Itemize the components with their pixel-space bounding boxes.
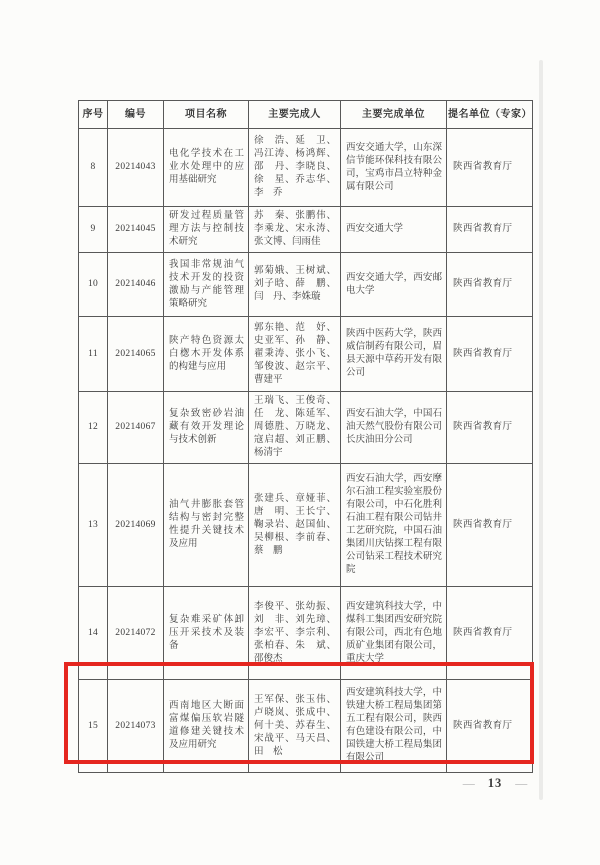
page-number-left-dash: — xyxy=(462,776,475,790)
table-row xyxy=(79,129,533,207)
main-contributors: 苏 秦、张鹏伟、李乘龙、宋永涛、张文博、闫雨佳 xyxy=(249,207,341,253)
header-seq: 序号 xyxy=(79,101,108,129)
project-name: 研发过程质量管理方法与控制技术研究 xyxy=(164,207,249,253)
header-project-name: 项目名称 xyxy=(164,101,249,129)
main-units: 西安建筑科技大学，中煤科工集团西安研究院有限公司，西北有色地质矿业集团有限公司，重庆大学 xyxy=(341,587,447,680)
nominating-unit: 陕西省教育厅 xyxy=(447,207,533,253)
row-code: 20214046 xyxy=(108,253,164,317)
row-code: 20214045 xyxy=(108,207,164,253)
award-project-table xyxy=(78,100,533,773)
header-code: 编号 xyxy=(108,101,164,129)
main-contributors: 张建兵、章娅菲、唐 明、王长宁、鞠录岩、赵国仙、吴柳根、李前春、蔡 鹏 xyxy=(249,464,341,587)
page-number-right-dash: — xyxy=(515,776,528,790)
main-units: 西安交通大学，山东深信节能环保科技有限公司，宝鸡市昌立特种金属有限公司 xyxy=(341,129,447,207)
nominating-unit: 陕西省教育厅 xyxy=(447,253,533,317)
main-units: 西安交通大学 xyxy=(341,207,447,253)
page-number xyxy=(445,776,545,791)
header-main-contributors: 主要完成人 xyxy=(249,101,341,129)
nominating-unit: 陕西省教育厅 xyxy=(447,392,533,464)
project-name: 油气井膨胀套管结构与密封完整性提升关键技术及应用 xyxy=(164,464,249,587)
row-code: 20214073 xyxy=(108,680,164,773)
nominating-unit: 陕西省教育厅 xyxy=(447,317,533,392)
header-main-units: 主要完成单位 xyxy=(341,101,447,129)
nominating-unit: 陕西省教育厅 xyxy=(447,129,533,207)
table-row xyxy=(79,253,533,317)
nominating-unit: 陕西省教育厅 xyxy=(447,464,533,587)
table-header-row xyxy=(79,101,533,129)
row-seq: 12 xyxy=(79,392,108,464)
nominating-unit: 陕西省教育厅 xyxy=(447,587,533,680)
nominating-unit: 陕西省教育厅 xyxy=(447,680,533,773)
project-name: 复杂难采矿体卸压开采技术及装备 xyxy=(164,587,249,680)
row-code: 20214065 xyxy=(108,317,164,392)
row-seq: 14 xyxy=(79,587,108,680)
main-units: 西安石油大学，西安摩尔石油工程实验室股份有限公司，中石化胜利石油工程有限公司钻井工艺研究院，中国石油集团川庆钻探工程有限公司钻采工程技术研究院 xyxy=(341,464,447,587)
table-row xyxy=(79,464,533,587)
scan-edge-shadow xyxy=(539,60,543,800)
project-name: 我国非常规油气技术开发的投资激励与产能管理策略研究 xyxy=(164,253,249,317)
page-number-value: 13 xyxy=(487,776,503,790)
main-contributors: 王军保、张玉伟、卢晓岚、张成中、何十美、苏春生、宋战平、马天昌、田 松 xyxy=(249,680,341,773)
main-units: 西安石油大学，中国石油天然气股份有限公司长庆油田分公司 xyxy=(341,392,447,464)
row-seq: 10 xyxy=(79,253,108,317)
main-units: 西安建筑科技大学，中铁建大桥工程局集团第五工程有限公司，陕西有色建设有限公司，中国铁建大桥工程局集团有限公司 xyxy=(341,680,447,773)
table-row xyxy=(79,587,533,680)
project-name: 电化学技术在工业水处理中的应用基础研究 xyxy=(164,129,249,207)
row-code: 20214072 xyxy=(108,587,164,680)
row-code: 20214043 xyxy=(108,129,164,207)
main-units: 陕西中医药大学，陕西威信制药有限公司，眉县天源中草药开发有限公司 xyxy=(341,317,447,392)
table-row xyxy=(79,680,533,773)
row-seq: 9 xyxy=(79,207,108,253)
row-seq: 11 xyxy=(79,317,108,392)
row-code: 20214067 xyxy=(108,392,164,464)
row-code: 20214069 xyxy=(108,464,164,587)
table-body xyxy=(79,129,533,773)
table-row xyxy=(79,317,533,392)
main-contributors: 郭菊娥、王树斌、刘子晗、薛 鹏、闫 丹、李姝璇 xyxy=(249,253,341,317)
project-name: 复杂致密砂岩油藏有效开发理论与技术创新 xyxy=(164,392,249,464)
main-contributors: 郭东艳、范 妤、史亚军、孙 静、翟秉涛、张小飞、邹俊波、赵宗平、曹建平 xyxy=(249,317,341,392)
table-row xyxy=(79,207,533,253)
row-seq: 15 xyxy=(79,680,108,773)
project-name: 西南地区大断面富煤偏压软岩隧道修建关键技术及应用研究 xyxy=(164,680,249,773)
main-contributors: 徐 浩、延 卫、冯江涛、杨鸿辉、邵 丹、李晓良、徐 星、乔志华、李 乔 xyxy=(249,129,341,207)
main-contributors: 李俊平、张幼振、刘 非、刘先璋、李宏平、李宗利、张柏春、朱 斌、邵俊杰 xyxy=(249,587,341,680)
main-contributors: 王瑞飞、王俊奇、任 龙、陈延军、周德胜、万晓龙、寇启超、刘正鹏、杨清宇 xyxy=(249,392,341,464)
row-seq: 13 xyxy=(79,464,108,587)
row-seq: 8 xyxy=(79,129,108,207)
header-nominating-unit: 提名单位（专家） xyxy=(447,101,533,129)
table-row xyxy=(79,392,533,464)
project-name: 陕产特色资源太白楤木开发体系的构建与应用 xyxy=(164,317,249,392)
table-header xyxy=(79,101,533,129)
main-units: 西安交通大学，西安邮电大学 xyxy=(341,253,447,317)
